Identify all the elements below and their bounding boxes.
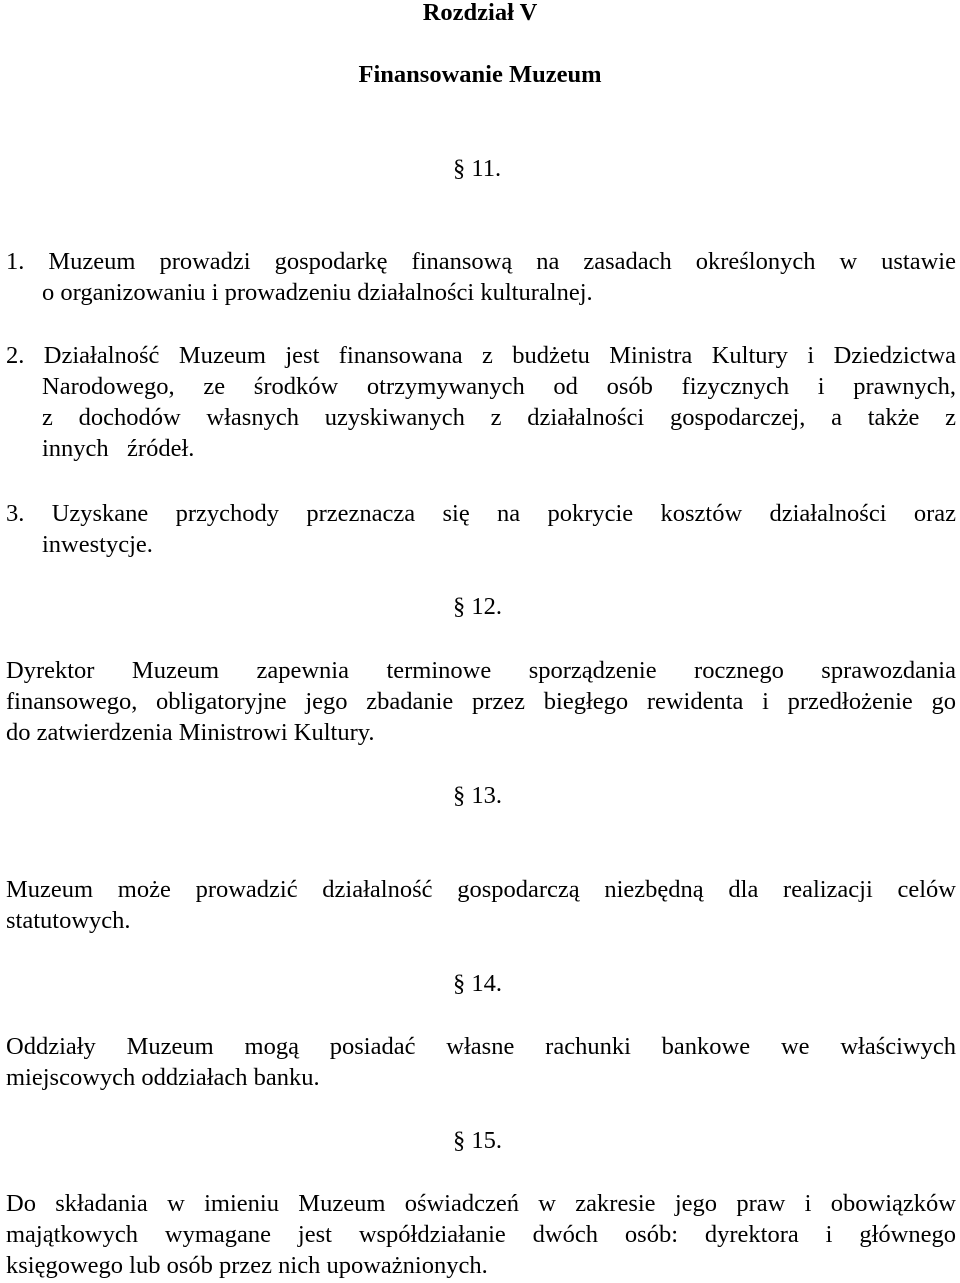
paragraph-line: Narodowego, ze środków otrzymywanych od osób fizycznych i prawnych,	[42, 373, 956, 400]
paragraph-line: Muzeum może prowadzić działalność gospodarczą niezbędną dla realizacji celów	[6, 876, 956, 903]
paragraph-line: Do składania w imieniu Muzeum oświadczeń w zakresie jego praw i obowiązków	[6, 1190, 956, 1217]
paragraph-line: 2. Działalność Muzeum jest finansowana z budżetu Ministra Kultury i Dziedzictwa	[6, 342, 956, 369]
paragraph-11-2	[6, 340, 956, 371]
paragraph-line: o organizowaniu i prowadzeniu działalności kulturalnej.	[42, 279, 593, 306]
paragraph-line: 3. Uzyskane przychody przeznacza się na pokrycie kosztów działalności oraz	[6, 500, 956, 527]
paragraph-line: innych źródeł.	[42, 435, 195, 462]
paragraph-line: z dochodów własnych uzyskiwanych z działalności gospodarczej, a także z	[42, 404, 956, 431]
section-symbol-11: § 11.	[453, 155, 502, 182]
paragraph-11-1-cont	[42, 277, 956, 308]
section-symbol-14: § 14.	[453, 970, 502, 997]
paragraph-line: 1. Muzeum prowadzi gospodarkę finansową na zasadach określonych w ustawie	[6, 248, 956, 275]
section-symbol-13: § 13.	[453, 782, 502, 809]
paragraph-line: Oddziały Muzeum mogą posiadać własne rachunki bankowe we właściwych	[6, 1033, 956, 1060]
paragraph-line: majątkowych wymagane jest współdziałanie dwóch osób: dyrektora i głównego	[6, 1221, 956, 1248]
paragraph-12	[6, 655, 956, 748]
paragraph-11-3-cont	[42, 529, 956, 560]
paragraph-13	[6, 874, 956, 936]
chapter-subtitle: Finansowanie Muzeum	[358, 61, 602, 88]
paragraph-15	[6, 1188, 956, 1281]
section-symbol-15: § 15.	[453, 1127, 502, 1154]
paragraph-line: Dyrektor Muzeum zapewnia terminowe sporządzenie rocznego sprawozdania	[6, 657, 956, 684]
chapter-title: Rozdział V	[422, 0, 538, 26]
paragraph-14	[6, 1031, 956, 1093]
section-symbol-12: § 12.	[453, 593, 502, 620]
paragraph-line: do zatwierdzenia Ministrowi Kultury.	[6, 719, 375, 746]
paragraph-11-2-cont	[42, 371, 956, 464]
paragraph-line: finansowego, obligatoryjne jego zbadanie przez biegłego rewidenta i przedłożenie go	[6, 688, 956, 715]
paragraph-line: statutowych.	[6, 907, 131, 934]
paragraph-11-3	[6, 498, 956, 529]
paragraph-line: inwestycje.	[42, 531, 153, 558]
paragraph-line: księgowego lub osób przez nich upoważnionych.	[6, 1252, 488, 1279]
paragraph-line: miejscowych oddziałach banku.	[6, 1064, 320, 1091]
paragraph-11-1	[6, 246, 956, 277]
